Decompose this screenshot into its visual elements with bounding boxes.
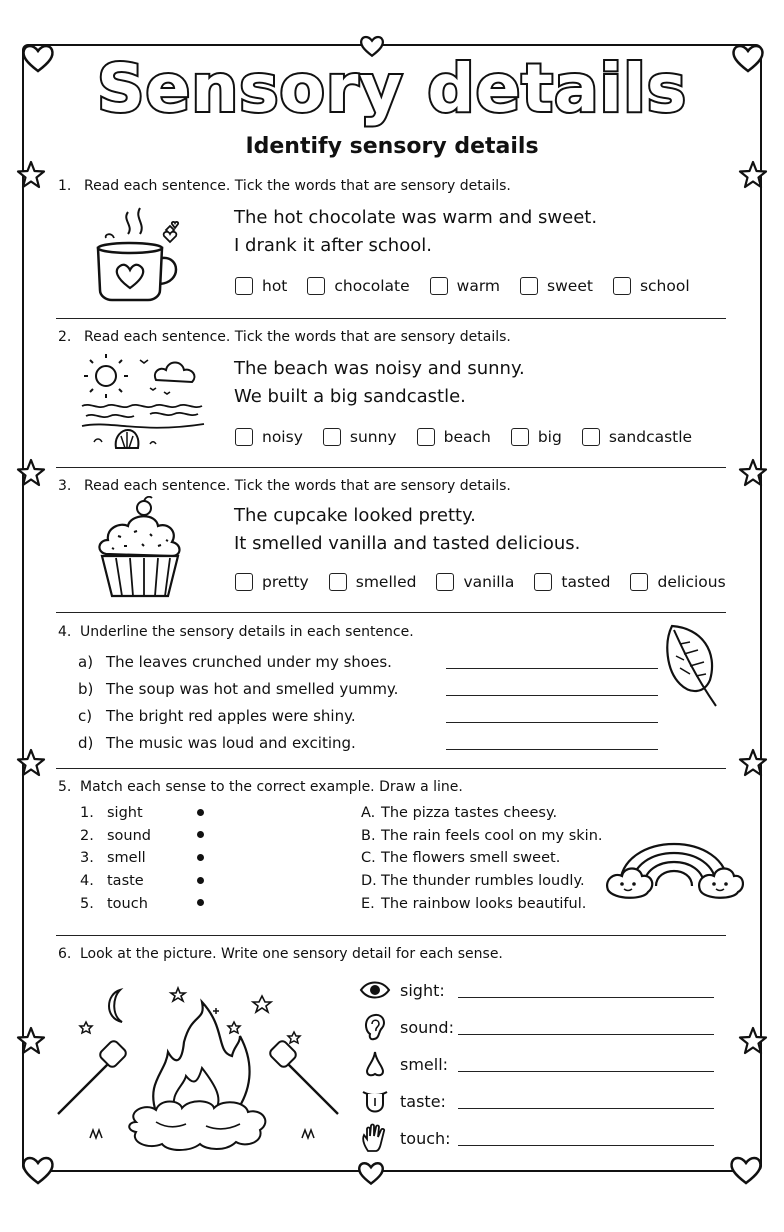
- question-2-sentences: The beach was noisy and sunny. We built a big sandcastle.: [234, 358, 525, 407]
- example-item: B. The rain feels cool on my skin.: [361, 827, 603, 844]
- checkbox-option[interactable]: school: [613, 277, 690, 295]
- sense-item: 3. smell: [80, 850, 146, 867]
- question-5-instruction: 5. Match each sense to the correct example. Draw a line.: [58, 779, 463, 795]
- section-divider: [56, 318, 726, 319]
- checkbox[interactable]: [630, 573, 648, 591]
- cupcake-icon: [94, 496, 186, 600]
- sense-item: 4. taste: [80, 873, 144, 890]
- tongue-icon: [358, 1086, 392, 1116]
- checkbox[interactable]: [436, 573, 454, 591]
- campfire-scene-icon: [56, 982, 340, 1156]
- section-divider: [56, 768, 726, 769]
- sense-item: 1. sight: [80, 805, 143, 822]
- section-divider: [56, 935, 726, 936]
- question-4-instruction: 4. Underline the sensory details in each sentence.: [58, 624, 414, 640]
- question-1-sentences: The hot chocolate was warm and sweet. I drank it after school.: [234, 207, 598, 256]
- checkbox-option[interactable]: smelled: [329, 573, 417, 591]
- checkbox-option[interactable]: noisy: [235, 428, 303, 446]
- answer-line[interactable]: [446, 695, 658, 696]
- star-icon: [16, 160, 46, 190]
- answer-line[interactable]: [446, 749, 658, 750]
- nose-icon: [358, 1049, 392, 1079]
- answer-line[interactable]: [458, 1034, 714, 1035]
- question-6-instruction: 6. Look at the picture. Write one sensory detail for each sense.: [58, 946, 503, 962]
- checkbox-option[interactable]: sandcastle: [582, 428, 692, 446]
- heart-icon: [356, 1160, 386, 1186]
- answer-line[interactable]: [446, 668, 658, 669]
- question-3-instruction: 3. Read each sentence. Tick the words that are sensory details.: [58, 478, 511, 494]
- checkbox[interactable]: [235, 428, 253, 446]
- question-3-options: [235, 573, 746, 591]
- sense-row-sight: sight:: [358, 975, 714, 1005]
- senses-column: [80, 802, 151, 915]
- page-subtitle: Identify sensory details: [245, 134, 539, 159]
- star-icon: [16, 748, 46, 778]
- sense-row-touch: touch:: [358, 1123, 714, 1153]
- rainbow-icon: [604, 810, 744, 906]
- question-3-sentences: The cupcake looked pretty. It smelled vanilla and tasted delicious.: [234, 505, 581, 554]
- eye-icon: [358, 975, 392, 1005]
- example-item: A. The pizza tastes cheesy.: [361, 805, 558, 822]
- examples-column: [361, 802, 603, 915]
- checkbox[interactable]: [323, 428, 341, 446]
- answer-line[interactable]: [458, 1108, 714, 1109]
- checkbox[interactable]: [329, 573, 347, 591]
- sense-row-taste: taste:: [358, 1086, 714, 1116]
- example-item: E. The rainbow looks beautiful.: [361, 895, 587, 912]
- checkbox[interactable]: [520, 277, 538, 295]
- sense-row-smell: smell:: [358, 1049, 714, 1079]
- checkbox[interactable]: [430, 277, 448, 295]
- hot-chocolate-mug-icon: [88, 202, 194, 308]
- checkbox-option[interactable]: beach: [417, 428, 491, 446]
- section-divider: [56, 467, 726, 468]
- match-dot[interactable]: [197, 854, 204, 861]
- checkbox[interactable]: [417, 428, 435, 446]
- question-2-options: [235, 428, 712, 446]
- checkbox-option[interactable]: big: [511, 428, 562, 446]
- checkbox-option[interactable]: sweet: [520, 277, 593, 295]
- section-divider: [56, 612, 726, 613]
- heart-icon: [20, 1154, 56, 1186]
- star-icon: [738, 748, 768, 778]
- answer-line[interactable]: [446, 722, 658, 723]
- checkbox-option[interactable]: sunny: [323, 428, 397, 446]
- checkbox-option[interactable]: delicious: [630, 573, 725, 591]
- sense-item: 2. sound: [80, 827, 152, 844]
- checkbox-option[interactable]: chocolate: [307, 277, 409, 295]
- example-item: D. The thunder rumbles loudly.: [361, 873, 585, 890]
- sense-row-sound: sound:: [358, 1012, 714, 1042]
- checkbox[interactable]: [613, 277, 631, 295]
- star-icon: [738, 1026, 768, 1056]
- checkbox[interactable]: [534, 573, 552, 591]
- match-dot[interactable]: [197, 899, 204, 906]
- hand-icon: [358, 1123, 392, 1153]
- list-item: a) The leaves crunched under my shoes.: [78, 652, 392, 671]
- checkbox-option[interactable]: pretty: [235, 573, 309, 591]
- beach-scene-icon: [80, 352, 206, 456]
- question-4-list: [78, 648, 398, 756]
- checkbox-option[interactable]: vanilla: [436, 573, 514, 591]
- heart-icon: [728, 1154, 764, 1186]
- star-icon: [16, 1026, 46, 1056]
- checkbox[interactable]: [582, 428, 600, 446]
- list-item: d) The music was loud and exciting.: [78, 733, 356, 752]
- checkbox[interactable]: [235, 277, 253, 295]
- answer-line[interactable]: [458, 1071, 714, 1072]
- star-icon: [738, 160, 768, 190]
- answer-line[interactable]: [458, 997, 714, 998]
- example-item: C. The flowers smell sweet.: [361, 850, 561, 867]
- list-item: b) The soup was hot and smelled yummy.: [78, 679, 399, 698]
- star-icon: [16, 458, 46, 488]
- checkbox-option[interactable]: tasted: [534, 573, 610, 591]
- list-item: c) The bright red apples were shiny.: [78, 706, 356, 725]
- ear-icon: [358, 1012, 392, 1042]
- star-icon: [738, 458, 768, 488]
- checkbox[interactable]: [307, 277, 325, 295]
- page-title: Sensory details: [96, 50, 688, 127]
- match-dot[interactable]: [197, 877, 204, 884]
- sense-item: 5. touch: [80, 895, 148, 912]
- question-1-options: [235, 277, 710, 295]
- answer-line[interactable]: [458, 1145, 714, 1146]
- checkbox-option[interactable]: hot: [235, 277, 287, 295]
- match-dot[interactable]: [197, 831, 204, 838]
- match-dot[interactable]: [197, 809, 204, 816]
- checkbox[interactable]: [235, 573, 253, 591]
- checkbox-option[interactable]: warm: [430, 277, 500, 295]
- question-1-instruction: 1. Read each sentence. Tick the words that are sensory details.: [58, 178, 511, 194]
- checkbox[interactable]: [511, 428, 529, 446]
- question-2-instruction: 2. Read each sentence. Tick the words that are sensory details.: [58, 329, 511, 345]
- leaf-icon: [662, 622, 722, 710]
